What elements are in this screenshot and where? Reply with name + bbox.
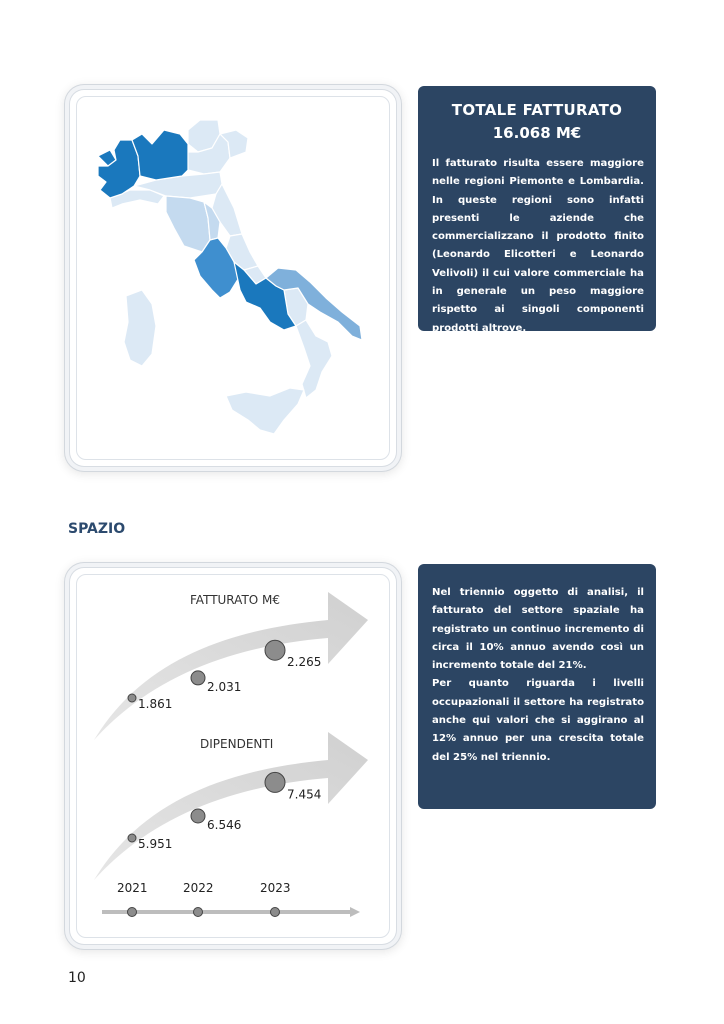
- timeline-marker-2023: [271, 908, 280, 917]
- fatturato-point-2021: [128, 694, 136, 702]
- fatturato-label-2022: 2.031: [207, 679, 242, 694]
- spazio-text-fatturato: Nel triennio oggetto di analisi, il fatturato del settore spaziale ha registrato un continuo incremento di circa il 10% annuo avendo così un incremento totale del 21%.: [432, 587, 644, 672]
- italy-map-frame: [70, 90, 396, 466]
- fatturato-description: Il fatturato risulta essere maggiore nelle regioni Piemonte e Lombardia. In queste regioni sono infatti presenti le aziende che commercializzano il prodotto finito (Leonardo Elicotteri e Leonardo Velivoli) il cui valore commerciale ha in generale un peso maggiore rispetto ai singoli componenti prodotti altrove.: [432, 158, 644, 334]
- fatturato-value: 16.068 M€: [492, 124, 582, 142]
- timeline-arrowhead: [350, 907, 360, 917]
- timeline-year-2023: 2023: [260, 881, 291, 895]
- page-number: 10: [68, 970, 86, 986]
- growth-chart-frame: [70, 568, 396, 944]
- fatturato-label-2021: 1.861: [138, 697, 173, 711]
- italy-map: [70, 90, 396, 466]
- spazio-description: [418, 584, 656, 767]
- chart-title-fatturato: FATTURATO M€: [190, 593, 281, 607]
- dipendenti-label-2021: 5.951: [138, 837, 173, 851]
- timeline-year-2022: 2022: [183, 881, 214, 895]
- fatturato-point-2023: [265, 640, 285, 660]
- fatturato-info-card: [418, 86, 656, 334]
- chart-title-dipendenti: DIPENDENTI: [200, 737, 274, 751]
- region-toscana: [166, 196, 210, 252]
- spazio-text-occupazione: Per quanto riguarda i livelli occupazionali il settore ha registrato anche qui valori che si aggirano al 12% annuo per una crescita totale del 25% nel triennio.: [432, 678, 644, 763]
- region-sardegna: [124, 290, 156, 366]
- dipendenti-label-2022: 6.546: [207, 818, 242, 833]
- timeline-marker-2021: [128, 908, 137, 917]
- dipendenti-label-2023: 7.454: [287, 787, 322, 802]
- fatturato-label-2023: 2.265: [287, 655, 322, 670]
- dipendenti-trend-arrow: [94, 732, 368, 880]
- timeline-marker-2022: [194, 908, 203, 917]
- spazio-info-card: [418, 564, 656, 809]
- region-sicilia: [226, 388, 304, 434]
- region-calabria: [296, 320, 332, 398]
- section-title: SPAZIO: [68, 521, 126, 537]
- fatturato-trend-arrow: [94, 592, 368, 740]
- growth-chart: [70, 568, 396, 944]
- timeline-year-2021: 2021: [117, 881, 148, 895]
- fatturato-title: TOTALE FATTURATO: [451, 101, 623, 119]
- dipendenti-point-2023: [265, 772, 285, 792]
- dipendenti-point-2022: [191, 809, 205, 823]
- region-piemonte: [98, 140, 140, 198]
- dipendenti-point-2021: [128, 834, 136, 842]
- region-lombardia: [132, 130, 188, 180]
- fatturato-point-2022: [191, 671, 205, 685]
